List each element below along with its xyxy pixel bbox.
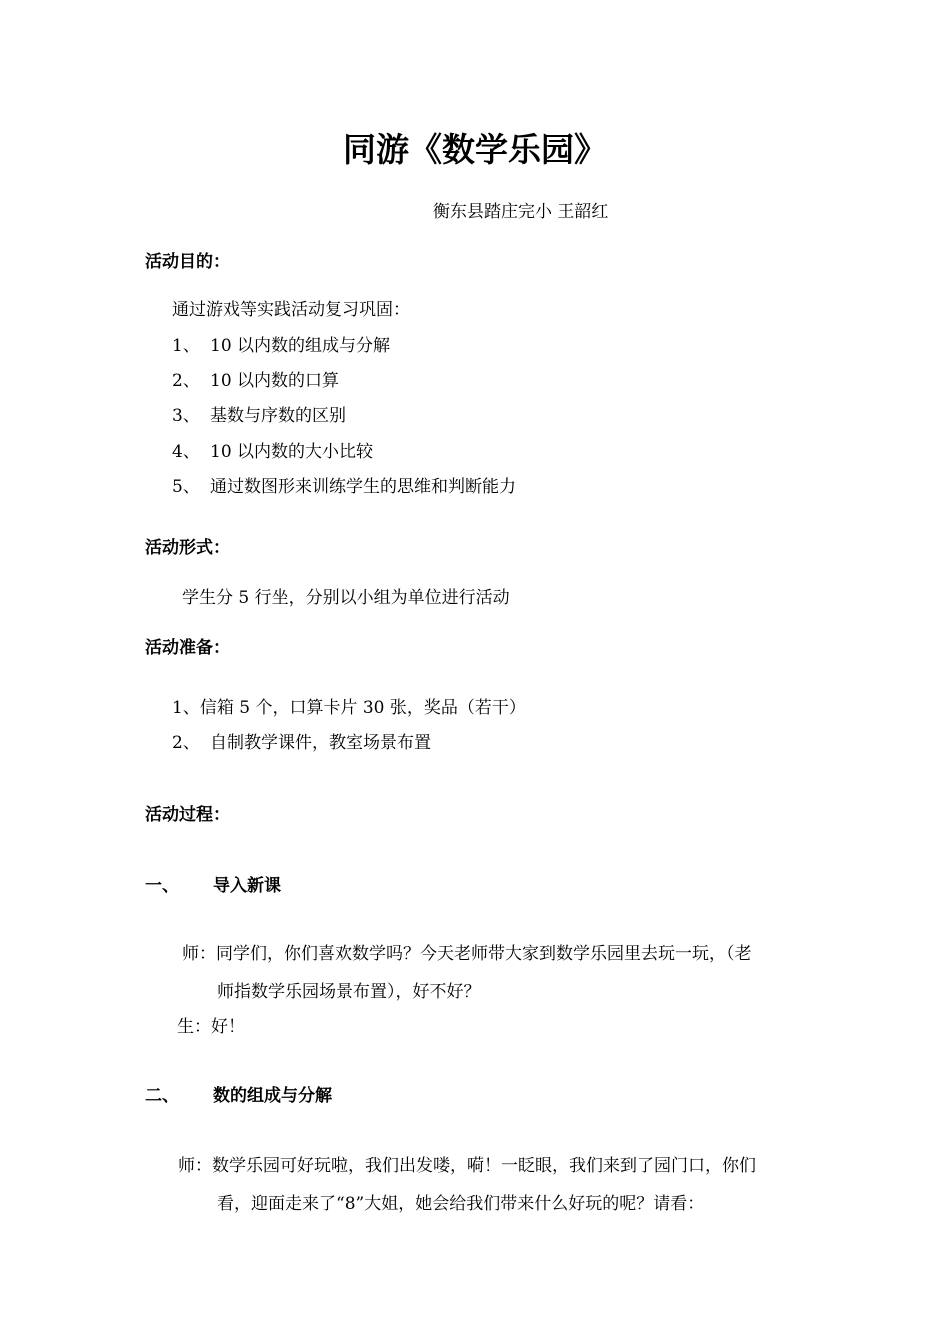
purpose-item — [172, 369, 339, 393]
section-number: 一、 — [145, 876, 179, 896]
purpose-item — [172, 404, 346, 428]
part2-heading — [145, 1084, 332, 1108]
item-number: 2、 — [172, 371, 200, 391]
purpose-item — [172, 440, 373, 464]
teacher-dialogue-continued: 看，迎面走来了“8”大姐，她会给我们带来什么好玩的呢？请看： — [217, 1194, 705, 1214]
part1-heading — [145, 874, 281, 898]
teacher-dialogue: 师：数学乐园可好玩啦，我们出发喽，嗬！一眨眼，我们来到了园门口，你们 — [178, 1156, 756, 1176]
author-line: 衡东县踏庄完小 王韶红 — [433, 202, 609, 222]
prep-heading: 活动准备： — [145, 638, 230, 658]
item-text: 基数与序数的区别 — [210, 406, 346, 426]
purpose-intro: 通过游戏等实践活动复习巩固： — [172, 300, 410, 320]
teacher-dialogue: 师：同学们，你们喜欢数学吗？今天老师带大家到数学乐园里去玩一玩，（老 — [182, 944, 752, 964]
item-number: 2、 — [172, 733, 200, 753]
item-number: 3、 — [172, 406, 200, 426]
section-title: 导入新课 — [213, 876, 281, 896]
item-text: 通过数图形来训练学生的思维和判断能力 — [210, 477, 516, 497]
teacher-dialogue-continued: 师指数学乐园场景布置），好不好？ — [217, 982, 481, 1002]
purpose-heading: 活动目的： — [145, 252, 230, 272]
item-text: 自制教学课件，教室场景布置 — [210, 733, 431, 753]
student-dialogue: 生：好！ — [177, 1017, 245, 1037]
form-heading: 活动形式： — [145, 538, 230, 558]
prep-item: 1、信箱 5 个，口算卡片 30 张，奖品（若干） — [172, 698, 526, 718]
item-text: 10 以内数的口算 — [210, 371, 340, 391]
item-number: 5、 — [172, 477, 200, 497]
process-heading: 活动过程： — [145, 805, 230, 825]
purpose-item — [172, 334, 390, 358]
item-text: 10 以内数的组成与分解 — [210, 336, 391, 356]
section-number: 二、 — [145, 1086, 179, 1106]
document-title: 同游《数学乐园》 — [343, 130, 607, 169]
purpose-item — [172, 475, 516, 499]
prep-item — [172, 731, 431, 755]
section-title: 数的组成与分解 — [213, 1086, 332, 1106]
item-text: 10 以内数的大小比较 — [210, 442, 374, 462]
form-text: 学生分 5 行坐，分别以小组为单位进行活动 — [182, 588, 510, 608]
item-number: 4、 — [172, 442, 200, 462]
item-number: 1、 — [172, 336, 200, 356]
